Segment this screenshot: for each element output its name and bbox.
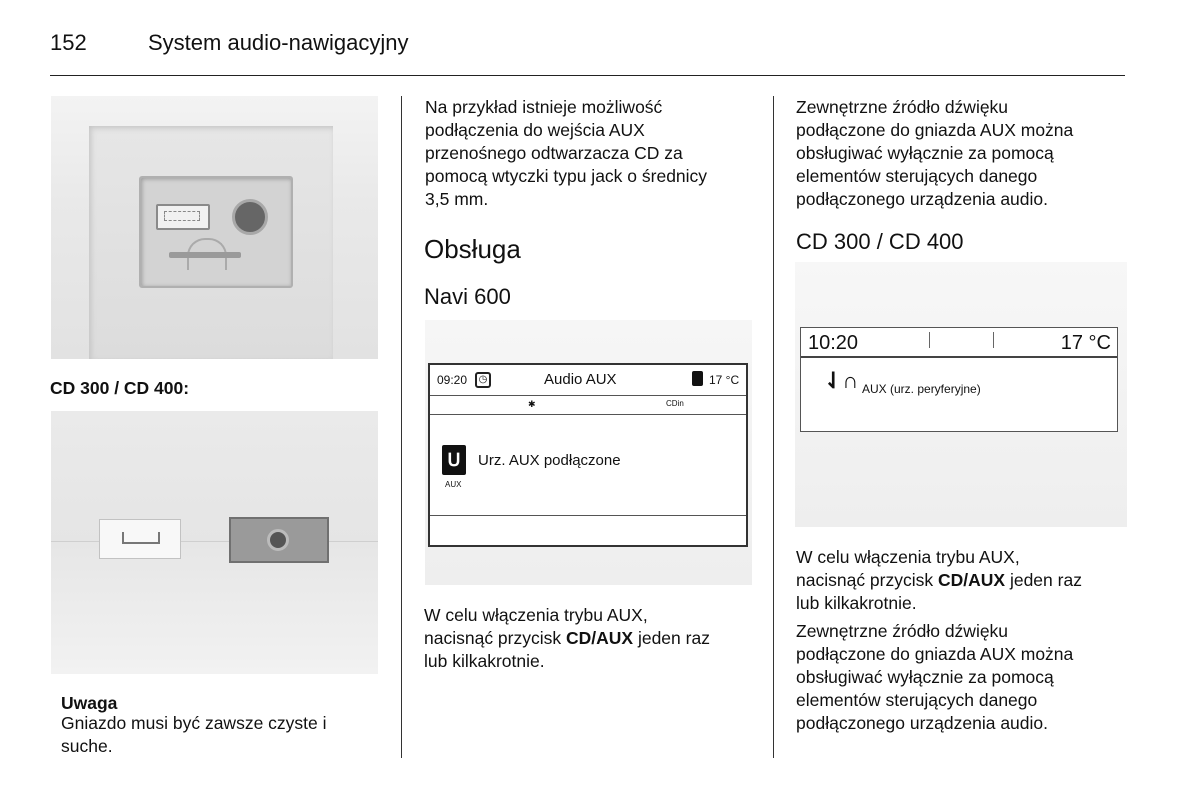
aux-source-label: AUX (urz. peryferyjne) bbox=[862, 382, 981, 396]
instruction-paragraph bbox=[424, 604, 769, 673]
column-divider-2 bbox=[773, 96, 774, 758]
text-line: obsługiwać wyłącznie za pomocą bbox=[796, 143, 1054, 163]
text-line: elementów sterujących danego bbox=[796, 166, 1038, 186]
text-line: pomocą wtyczki typu jack o średnicy bbox=[425, 166, 708, 186]
clock-time: 10:20 bbox=[808, 332, 859, 354]
text-line: elementów sterujących danego bbox=[796, 690, 1038, 710]
segment-divider bbox=[929, 332, 930, 348]
note-line: suche. bbox=[61, 736, 113, 756]
source-bar bbox=[430, 396, 746, 415]
segment-divider bbox=[993, 332, 994, 348]
text-line: podłączonego urządzenia audio. bbox=[796, 189, 1048, 209]
text-line: nacisnąć przycisk CD/AUX jeden raz bbox=[424, 628, 710, 648]
status-row bbox=[801, 328, 1117, 358]
subsection-heading: Navi 600 bbox=[424, 284, 511, 309]
text-line: podłączenia do wejścia AUX bbox=[425, 120, 645, 140]
photo-caption: CD 300 / CD 400: bbox=[50, 378, 190, 398]
note-line: Gniazdo musi być zawsze czyste i bbox=[61, 713, 327, 733]
navi600-display bbox=[428, 363, 748, 547]
note-title: Uwaga bbox=[61, 693, 118, 713]
intro-paragraph bbox=[425, 96, 765, 211]
text-line: przenośnego odtwarzacza CD za bbox=[425, 143, 683, 163]
text-line: W celu włączenia trybu AUX, bbox=[796, 547, 1020, 567]
section-heading: Obsługa bbox=[424, 234, 521, 264]
text-line: lub kilkakrotnie. bbox=[796, 593, 917, 613]
header-divider bbox=[50, 75, 1125, 76]
aux-status-message: Urz. AUX podłączone bbox=[478, 452, 621, 469]
column-divider-1 bbox=[401, 96, 402, 758]
aux-plug-icon: ⇃∩ bbox=[824, 368, 859, 393]
instruction-paragraph bbox=[796, 546, 1126, 615]
screen-title: Audio AUX bbox=[544, 371, 617, 388]
text-line: Zewnętrzne źródło dźwięku bbox=[796, 97, 1009, 117]
sd-card-slot bbox=[169, 252, 241, 258]
status-bar bbox=[430, 365, 746, 396]
connector-panel bbox=[139, 176, 293, 288]
temperature: 17 °C bbox=[1060, 332, 1111, 354]
usb-port bbox=[99, 519, 181, 559]
text-line: nacisnąć przycisk CD/AUX jeden raz bbox=[796, 570, 1082, 590]
cd300-cd400-display bbox=[800, 327, 1118, 432]
bluetooth-icon: ✱ bbox=[528, 399, 536, 409]
text-line: Na przykład istnieje możliwość bbox=[425, 97, 663, 117]
clock-time: 09:20 bbox=[437, 373, 468, 387]
text-line: Zewnętrzne źródło dźwięku bbox=[796, 621, 1009, 641]
clock-icon: ◷ bbox=[475, 372, 491, 388]
button-name: CD/AUX bbox=[938, 570, 1006, 590]
temperature: 17 °C bbox=[709, 373, 740, 387]
text-line: podłączone do gniazda AUX można bbox=[796, 120, 1074, 140]
note-text bbox=[61, 712, 327, 758]
text-line: obsługiwać wyłącznie za pomocą bbox=[796, 667, 1054, 687]
cd300-cd400-connectors-photo bbox=[51, 411, 378, 674]
intro-paragraph bbox=[796, 96, 1126, 211]
page-number: 152 bbox=[50, 30, 87, 55]
text-line: 3,5 mm. bbox=[425, 189, 489, 209]
button-name: CD/AUX bbox=[566, 628, 634, 648]
aux-icon-label: AUX bbox=[445, 480, 462, 489]
usb-aux-sd-panel-photo bbox=[51, 96, 378, 359]
aux-jack bbox=[232, 199, 268, 235]
outro-paragraph bbox=[796, 620, 1126, 735]
aux-socket bbox=[229, 517, 329, 563]
thermometer-icon bbox=[692, 371, 703, 386]
aux-plug-icon: ᑌ bbox=[442, 445, 466, 475]
text-line: podłączone do gniazda AUX można bbox=[796, 644, 1074, 664]
page-title: System audio-nawigacyjny bbox=[148, 30, 409, 55]
section-heading: CD 300 / CD 400 bbox=[796, 229, 964, 254]
text-line: lub kilkakrotnie. bbox=[424, 651, 545, 671]
usb-port bbox=[156, 204, 210, 230]
text-line: podłączonego urządzenia audio. bbox=[796, 713, 1048, 733]
footer-divider bbox=[430, 515, 746, 516]
text-line: W celu włączenia trybu AUX, bbox=[424, 605, 648, 625]
cd-in-indicator: CDin bbox=[666, 399, 684, 408]
